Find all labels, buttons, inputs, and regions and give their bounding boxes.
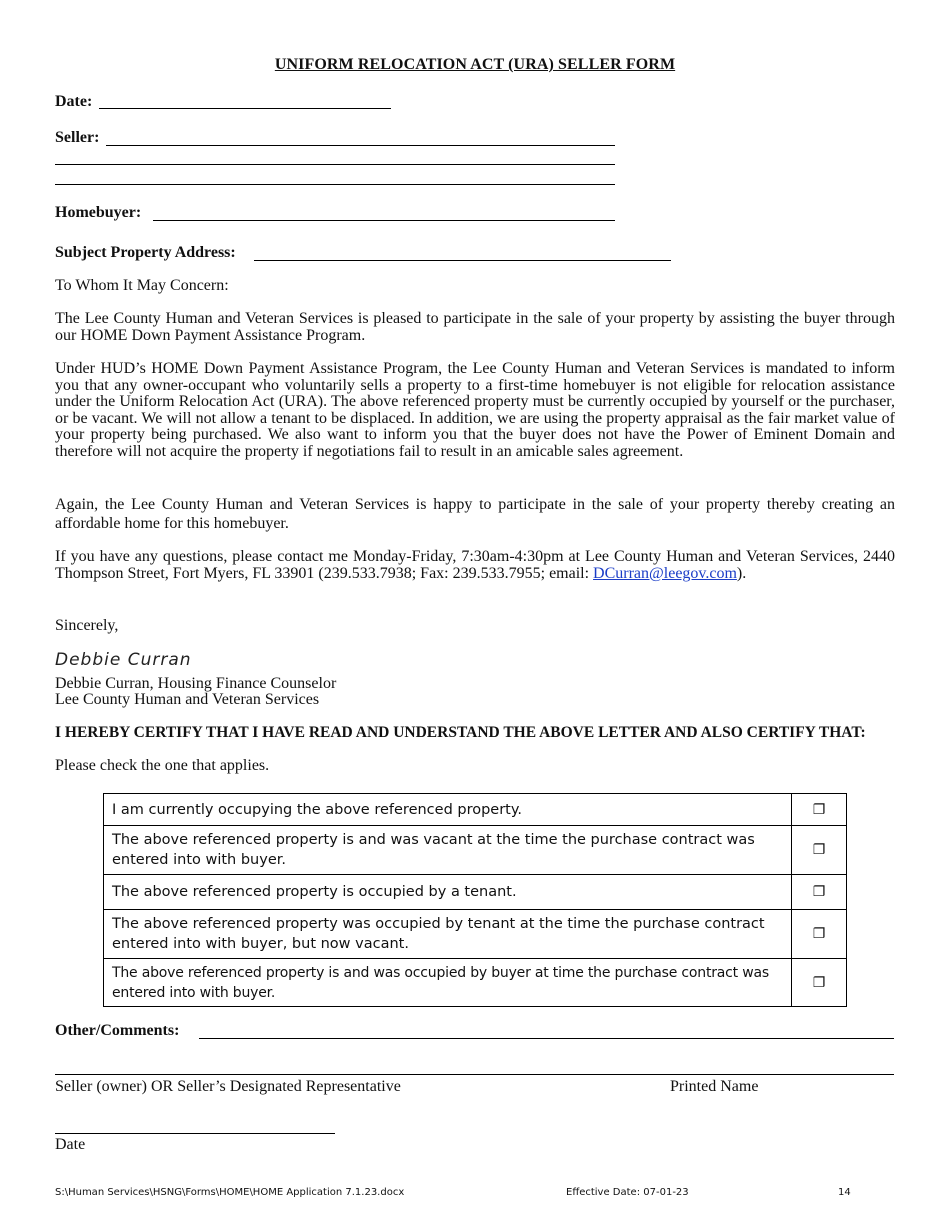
form-title: UNIFORM RELOCATION ACT (URA) SELLER FORM	[274, 56, 676, 73]
letter-paragraph-2: Under HUD’s HOME Down Payment Assistance Program, the Lee County Human and Veteran Services is mandated to inform you that any owner-occupant who voluntarily sells a property to a first-time homebuyer is not eligible for relocation assistance under the Uniform Relocation Act (URA). The above referenced property must be currently occupied by yourself or the purchaser, or be vacant. We will not allow a tenant to be displaced. In addition, we are using the property appraisal as the fair market value of your property being purchased. We also want to inform you that the buyer does not have the Power of Eminent Domain and therefore will not acquire the property if negotiations fail to result in an amicable sales agreement.	[55, 360, 895, 460]
letter-paragraph-4	[55, 549, 895, 582]
option-row	[104, 875, 847, 910]
date-signature-label: Date	[55, 1136, 86, 1153]
seller-field-line-1[interactable]	[106, 145, 615, 146]
option-text: The above referenced property is occupied by a tenant.	[104, 875, 792, 910]
date-label: Date:	[55, 93, 93, 110]
option-row	[104, 794, 847, 826]
checkbox-icon[interactable]: ❐	[792, 826, 847, 875]
comments-label: Other/Comments:	[55, 1022, 180, 1039]
printed-name-label: Printed Name	[670, 1078, 759, 1095]
seller-field-line-3[interactable]	[55, 184, 615, 185]
seller-signature-label: Seller (owner) OR Seller’s Designated Representative	[55, 1078, 401, 1095]
option-text: The above referenced property was occupied by tenant at the time the purchase contract entered into with buyer, but now vacant.	[104, 910, 792, 959]
homebuyer-label: Homebuyer:	[55, 204, 142, 221]
signer-line-1: Debbie Curran, Housing Finance Counselor	[55, 675, 337, 692]
letter-paragraph-1: The Lee County Human and Veteran Services is pleased to participate in the sale of your property by assisting the buyer through our HOME Down Payment Assistance Program.	[55, 310, 895, 344]
option-row	[104, 910, 847, 959]
email-link[interactable]: DCurran@leegov.com	[593, 564, 737, 582]
options-table	[103, 793, 847, 1007]
certification-statement: I HEREBY CERTIFY THAT I HAVE READ AND UNDERSTAND THE ABOVE LETTER AND ALSO CERTIFY THAT:	[55, 724, 866, 741]
signer-line-2: Lee County Human and Veteran Services	[55, 691, 320, 708]
seller-field-line-2[interactable]	[55, 164, 615, 165]
footer-file-path: S:\Human Services\HSNG\Forms\HOME\HOME Application 7.1.23.docx	[55, 1187, 405, 1198]
checkbox-icon[interactable]: ❐	[792, 959, 847, 1007]
option-text: The above referenced property is and was occupied by buyer at time the purchase contract was entered into with buyer.	[104, 959, 792, 1007]
check-instruction: Please check the one that applies.	[55, 757, 270, 774]
checkbox-icon[interactable]: ❐	[792, 910, 847, 959]
checkbox-icon[interactable]: ❐	[792, 875, 847, 910]
option-row	[104, 959, 847, 1007]
footer-page-number: 14	[838, 1187, 851, 1198]
seller-label: Seller:	[55, 129, 100, 146]
closing: Sincerely,	[55, 617, 119, 634]
date-field[interactable]	[99, 108, 391, 109]
footer-effective-date: Effective Date: 07-01-23	[566, 1187, 689, 1198]
signature-image: Debbie Curran	[55, 650, 192, 670]
option-text: I am currently occupying the above referenced property.	[104, 794, 792, 826]
option-row	[104, 826, 847, 875]
property-address-field[interactable]	[254, 260, 671, 261]
seller-signature-line[interactable]	[55, 1074, 894, 1075]
letter-paragraph-3: Again, the Lee County Human and Veteran Services is happy to participate in the sale of your property thereby creating an affordable home for this homebuyer.	[55, 496, 895, 532]
comments-field[interactable]	[199, 1038, 894, 1039]
option-text: The above referenced property is and was vacant at the time the purchase contract was entered into with buyer.	[104, 826, 792, 875]
salutation: To Whom It May Concern:	[55, 277, 229, 294]
date-signature-line[interactable]	[55, 1133, 335, 1134]
contact-text-end: ).	[736, 564, 747, 582]
contact-text: If you have any questions, please contact me Monday-Friday, 7:30am-4:30pm at Lee County Human and Veteran Services, 2440 Thompson Street, Fort Myers, FL 33901 (239.533.7938; Fax: 239.533.7955; email:	[55, 548, 895, 582]
homebuyer-field[interactable]	[153, 220, 615, 221]
property-address-label: Subject Property Address:	[55, 244, 236, 261]
checkbox-icon[interactable]: ❐	[792, 794, 847, 826]
